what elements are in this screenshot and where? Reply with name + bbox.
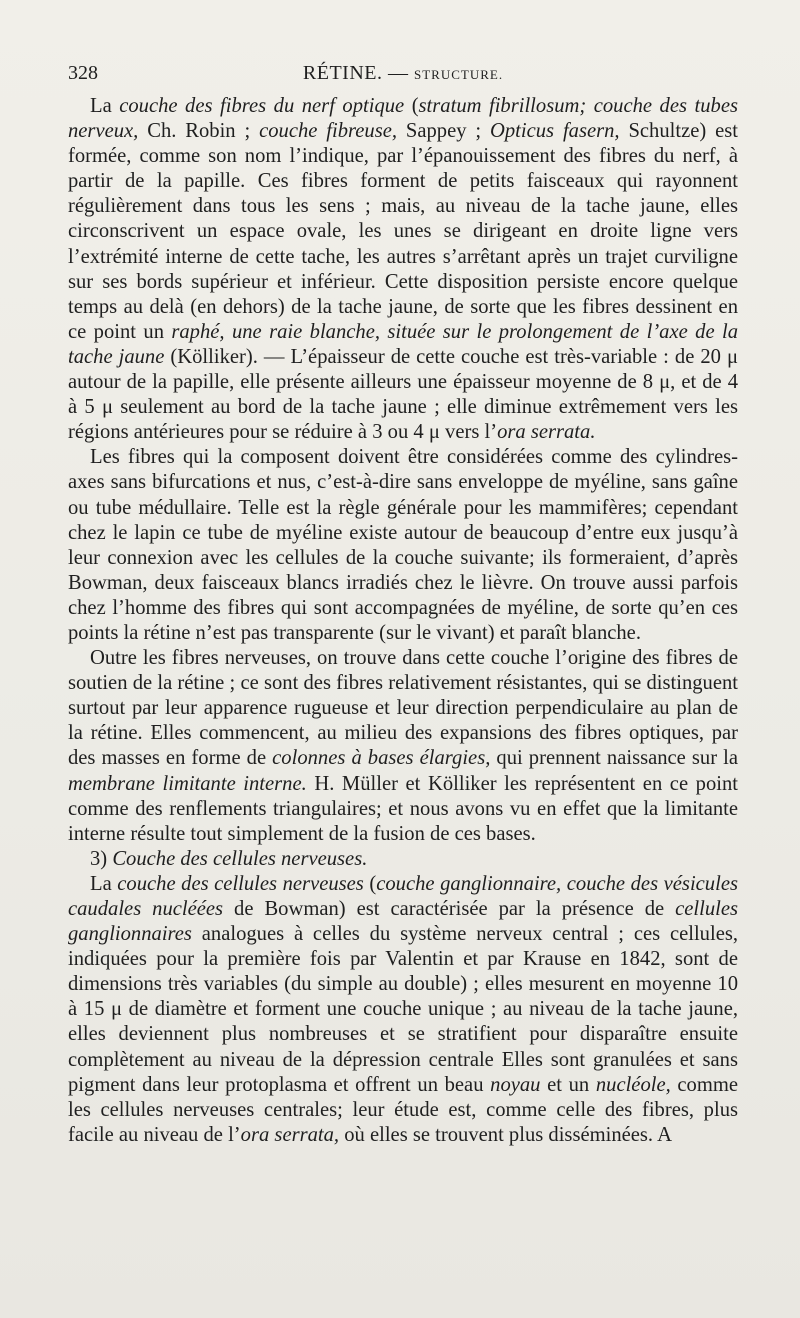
text-run: analogues à celles du système nerveux central ; ces cellules, indiquées pour la première fois par Valentin et par Krause en 1842, sont de dimensions très variables (du simple au double) ; elles mesurent en moyenne 10 à 15 μ de diamètre et forment une couche unique ; au niveau de la tache jaune, elles deviennent plus nombreuses et se stratifient pour disparaître ensuite complètement au niveau de la dépression centrale Elles sont granulées et sans pigment dans leur protoplasma et offrent un beau bbox=[68, 923, 738, 1096]
paragraph-fibres-nerf-optique bbox=[68, 94, 738, 445]
italic-run: raphé, une raie blanche, située sur le prolongement de l’axe de la tache jaune bbox=[68, 320, 738, 368]
italic-run: couche ganglionnaire, couche des vésicules caudales nucléées bbox=[68, 872, 738, 920]
italic-run: noyau bbox=[490, 1073, 541, 1096]
italic-run: membrane limitante interne. bbox=[68, 772, 307, 795]
text-run: de Bowman) est caractérisée par la présence de bbox=[223, 898, 676, 920]
italic-run: Opticus fasern, bbox=[490, 120, 620, 143]
text-run: La bbox=[90, 872, 118, 895]
text-run: (Kölliker). — L’épaisseur de cette couche est très-variable : de 20 μ autour de la papille, elle présente ailleurs une épaisseur moyenne de 8 μ, et de 4 à 5 μ seulement au bord de la tache jaune ; elle diminue extrêmement vers les régions antérieures pour se réduire à 3 ou 4 μ vers l’ bbox=[68, 345, 739, 444]
italic-run: ora serrata. bbox=[497, 421, 596, 444]
text-run: Schultze) est formée, comme son nom l’indique, par l’épanouissement des fibres du nerf, à partir de la papille. Ces fibres forment de petits faisceaux qui rayonnent régulièrement dans tous les sens ; mais, au niveau de la tache jaune, elles circonscrivent un espace ovale, les unes se dirigeant en droite ligne vers l’extrémité interne de cette tache, les autres s’arrêtant après un trajet curviligne sur ses bords supérieur et inférieur. Cette disposition persiste encore quelque temps au delà (en dehors) de la tache jaune, de sorte que les fibres dessinent en ce point un bbox=[68, 120, 738, 343]
text-run: comme les cellules nerveuses centrales; leur étude est, comme celle des fibres, plus facile au niveau de l’ bbox=[68, 1073, 739, 1146]
text-run: H. Müller et Kölliker les représentent en ce point comme des renflements triangulaires; et nous avons vu en effet que la limitante interne résulte tout simplement de la fusion de ces bases. bbox=[68, 772, 738, 845]
italic-run: colonnes à bases élargies, bbox=[272, 747, 491, 770]
section-heading-cellules-nerveuses bbox=[68, 847, 738, 872]
text-run: Ch. Robin ; bbox=[138, 120, 260, 143]
paragraph-fibres-soutien bbox=[68, 646, 738, 847]
text-run: ( bbox=[363, 872, 377, 895]
body-text bbox=[68, 94, 738, 1148]
text-run: La bbox=[90, 95, 120, 117]
italic-run: stratum fibrillosum; couche des tubes nerveux, bbox=[68, 95, 738, 143]
running-head-title: RÉTINE. bbox=[302, 62, 383, 84]
running-head-section: STRUCTURE. bbox=[414, 67, 504, 82]
text-run: Les fibres qui la composent doivent être considérées comme des cylindres-axes sans bifurcations et nus, c’est-à-dire sans enveloppe de myéline, sans gaîne ou tube médullaire. Telle est la règle générale pour les mammifères; cependant chez le lapin ce tube de myéline existe autour de beaucoup d’entre eux jusqu’à leur connexion avec les cellules de la couche suivante; ils formeraient, d’après Bowman, deux faisceaux blancs irradiés chez le lièvre. On trouve aussi parfois chez l’homme des fibres qui sont accompagnées de myéline, de sorte qu’en ces points la rétine n’est pas transparente (sur le vivant) et paraît blanche. bbox=[68, 446, 738, 644]
paragraph-cellules-nerveuses bbox=[68, 872, 738, 1148]
running-head bbox=[68, 62, 738, 85]
italic-run: ora serrata, bbox=[240, 1123, 340, 1146]
italic-run: nucléole, bbox=[595, 1073, 671, 1096]
text-run: et un bbox=[540, 1073, 596, 1096]
page-header bbox=[68, 62, 738, 92]
italic-run: couche des fibres du nerf optique bbox=[119, 95, 405, 117]
italic-run: couche des cellules nerveuses bbox=[117, 872, 364, 895]
text-run: Sappey ; bbox=[397, 120, 490, 143]
running-head-dash: — bbox=[382, 62, 414, 84]
text-run: qui prennent naissance sur la bbox=[490, 747, 738, 770]
italic-run: cellules ganglionnaires bbox=[68, 898, 739, 946]
text-run: ( bbox=[404, 95, 419, 117]
text-run: où elles se trouvent plus disséminées. A bbox=[339, 1123, 672, 1146]
text-run: Outre les fibres nerveuses, on trouve dans cette couche l’origine des fibres de soutien de la rétine ; ce sont des fibres relativement résistantes, qui se distinguent surtout par leur apparence rugueuse et leur direction perpendiculaire au plan de la rétine. Elles commencent, au milieu des expansions des fibres optiques, par des masses en forme de bbox=[68, 647, 738, 770]
italic-run: Couche des cellules nerveuses. bbox=[112, 847, 368, 870]
text-run: 3) bbox=[90, 847, 113, 870]
page-number: 328 bbox=[68, 62, 98, 84]
paragraph-cylindres-axes bbox=[68, 445, 738, 646]
italic-run: couche fibreuse, bbox=[259, 120, 398, 143]
